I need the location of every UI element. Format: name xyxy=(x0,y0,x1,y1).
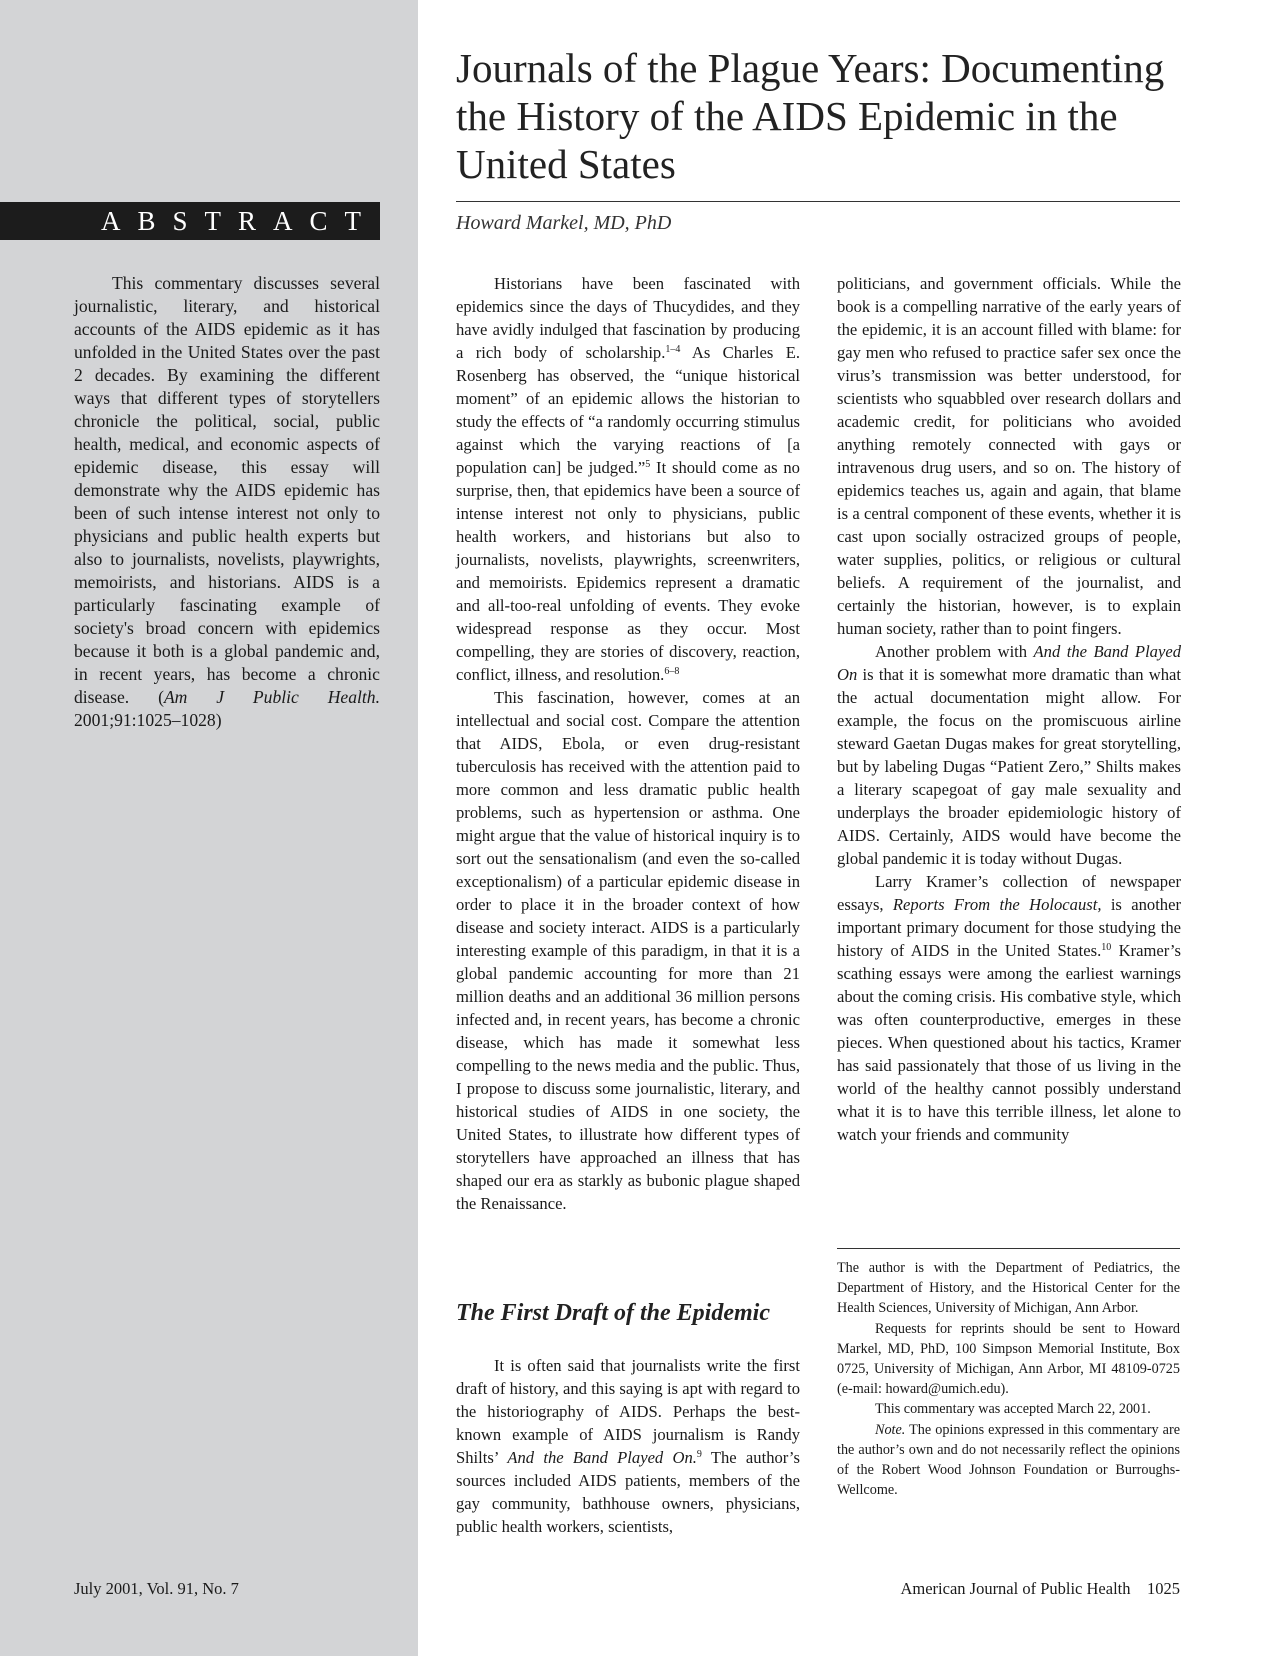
paragraph-4 xyxy=(837,640,1181,870)
journal-name: American Journal of Public Health xyxy=(900,1579,1131,1598)
paragraph-text: is another important primary document for those studying the history of AIDS in the United States. xyxy=(837,895,1181,960)
reference-marker: 10 xyxy=(1101,942,1112,953)
section-heading: The First Draft of the Epidemic xyxy=(456,1300,770,1326)
paragraph-text: Historians have been fascinated with epidemics since the days of Thucydides, and they have avidly indulged that fascination by producing a rich body of scholarship. xyxy=(456,274,800,362)
reference-marker: 6–8 xyxy=(664,666,680,677)
reference-marker: 9 xyxy=(696,1449,702,1460)
book-title: And the Band Played On. xyxy=(507,1448,697,1467)
reference-marker: 5 xyxy=(645,459,651,470)
footnote-note xyxy=(837,1420,1180,1501)
paragraph-3 xyxy=(456,1354,800,1538)
paragraph-text: Kramer’s scathing essays were among the earliest warnings about the coming crisis. His combative style, which was often counterproductive, emerges in these pieces. When questioned about his tactics, Kramer has said passionately that those of us living in the world of the healthy cannot possibly understand what it is to have this terrible illness, let alone to watch your friends and community xyxy=(837,941,1181,1144)
paragraph-2: This fascination, however, comes at an intellectual and social cost. Compare the attention that AIDS, Ebola, or even drug-resistant tuberculosis has received with the attention paid to more common and less dramatic public health problems, such as hypertension or asthma. One might argue that the value of historical inquiry is to sort out the sensationalism (and even the so-called exceptionalism) of a particular epidemic disease in order to place it in the broader context of how disease and society interact. AIDS is a particularly interesting example of this paradigm, in that it is a global pandemic accounting for more than 21 million deaths and an additional 36 million persons infected and, in recent years, has become a chronic disease, which has made it somewhat less compelling to the news media and the public. Thus, I propose to discuss some journalistic, literary, and historical studies of AIDS in one society, the United States, to illustrate how different types of storytellers have approached an illness that has shaped our era as starkly as bubonic plague shaped the Renaissance. xyxy=(456,688,800,1213)
footnote-divider xyxy=(837,1248,1180,1249)
paragraph-text: The author’s sources included AIDS patients, members of the gay community, bathhouse owners, physicians, public health workers, scientists, xyxy=(456,1448,801,1536)
abstract-citation-rest: 2001;91:1025–1028) xyxy=(74,710,222,730)
abstract-heading: ABSTRACT xyxy=(0,202,380,240)
footnote-accepted: This commentary was accepted March 22, 2001. xyxy=(875,1401,1151,1418)
paragraph-text: It is often said that journalists write the first draft of history, and this saying is apt with regard to the historiography of AIDS. Perhaps the best-known example of AIDS journalism is Randy Shilts’ xyxy=(456,1356,800,1467)
abstract-sidebar xyxy=(0,0,418,1656)
article-author: Howard Markel, MD, PhD xyxy=(456,212,672,234)
body-column-right xyxy=(837,272,1181,1146)
paragraph-1 xyxy=(456,272,800,686)
abstract-text: This commentary discusses several journalistic, literary, and historical accounts of the AIDS epidemic as it has unfolded in the United States over the past 2 decades. By examining the different ways that different types of storytellers chronicle the political, social, public health, medical, and economic aspects of epidemic disease, this essay will demonstrate why the AIDS epidemic has been of such intense interest not only to physicians and public health experts but also to journalists, novelists, playwrights, memoirists, and historians. AIDS is a particularly fascinating example of society's broad concern with epidemics because it both is a global pandemic and, in recent years, has become a chronic disease. ( xyxy=(74,273,380,707)
paragraph-text: It should come as no surprise, then, that epidemics have been a source of intense interest not only to physicians, public health workers, and historians but also to journalists, novelists, playwrights, screenwriters, and memoirists. Epidemics represent a dramatic and all-too-real unfolding of events. They evoke widespread response as they occur. Most compelling, they are stories of discovery, reaction, conflict, illness, and resolution. xyxy=(456,458,800,684)
article-title: Journals of the Plague Years: Documenting the History of the AIDS Epidemic in the United States xyxy=(456,45,1165,187)
paragraph-5 xyxy=(837,870,1181,1146)
abstract-body xyxy=(74,272,380,732)
footer-journal xyxy=(880,1579,1180,1599)
abstract-citation-journal: Am J Public Health. xyxy=(163,687,380,707)
footer-issue: July 2001, Vol. 91, No. 7 xyxy=(74,1579,239,1598)
body-column-left-lower xyxy=(456,1354,800,1538)
reference-marker: 1–4 xyxy=(665,344,681,355)
author-footnote xyxy=(837,1258,1180,1500)
body-column-left xyxy=(456,272,800,1215)
page-number: 1025 xyxy=(1147,1579,1180,1598)
book-title: Reports From the Holocaust, xyxy=(892,895,1102,914)
paragraph-text: As Charles E. Rosenberg has observed, the “unique historical moment” of an epidemic allows the historian to study the effects of “a randomly occurring stimulus against which the varying reactions of [a population can] be judged.” xyxy=(456,343,800,477)
footnote-note-label: Note. xyxy=(875,1421,906,1438)
paragraph-text: is that it is somewhat more dramatic than what the actual documentation might allow. For example, the focus on the promiscuous airline steward Gaetan Dugas makes for great storytelling, but by labeling Dugas “Patient Zero,” Shilts makes a literary scapegoat of gay male sexuality and underplays the broader epidemiologic history of AIDS. Certainly, AIDS would have become the global pandemic it is today without Dugas. xyxy=(837,665,1181,868)
footnote-reprints: Requests for reprints should be sent to Howard Markel, MD, PhD, 100 Simpson Memorial Institute, Box 0725, University of Michigan, Ann Arbor, MI 48109-0725 (e-mail: howard@umich.edu). xyxy=(837,1320,1180,1398)
title-divider xyxy=(456,201,1180,202)
paragraph-text: Another problem with xyxy=(875,642,1034,661)
book-title: And the Band Played On xyxy=(837,642,1182,684)
footnote-affiliation: The author is with the Department of Pediatrics, the Department of History, and the Historical Center for the Health Sciences, University of Michigan, Ann Arbor. xyxy=(837,1260,1180,1317)
paragraph-3-continued: politicians, and government officials. While the book is a compelling narrative of the early years of the epidemic, it is an account filled with blame: for gay men who refused to practice safer sex once the virus’s transmission was better understood, for scientists who squabbled over research dollars and academic credit, for politicians who avoided anything remotely connected with gays or intravenous drug users, and so on. The history of epidemics teaches us, again and again, that blame is a central component of these events, whether it is cast upon socially ostracized groups of people, water supplies, politics, or religious or cultural beliefs. A requirement of the journalist, and certainly the historian, however, is to explain human society, rather than to point fingers. xyxy=(837,274,1181,638)
footnote-note-text: The opinions expressed in this commentary are the author’s own and do not necessarily reflect the opinions of the Robert Wood Johnson Foundation or Burroughs-Wellcome. xyxy=(837,1421,1180,1499)
paragraph-text: Larry Kramer’s collection of newspaper essays, xyxy=(837,872,1181,914)
